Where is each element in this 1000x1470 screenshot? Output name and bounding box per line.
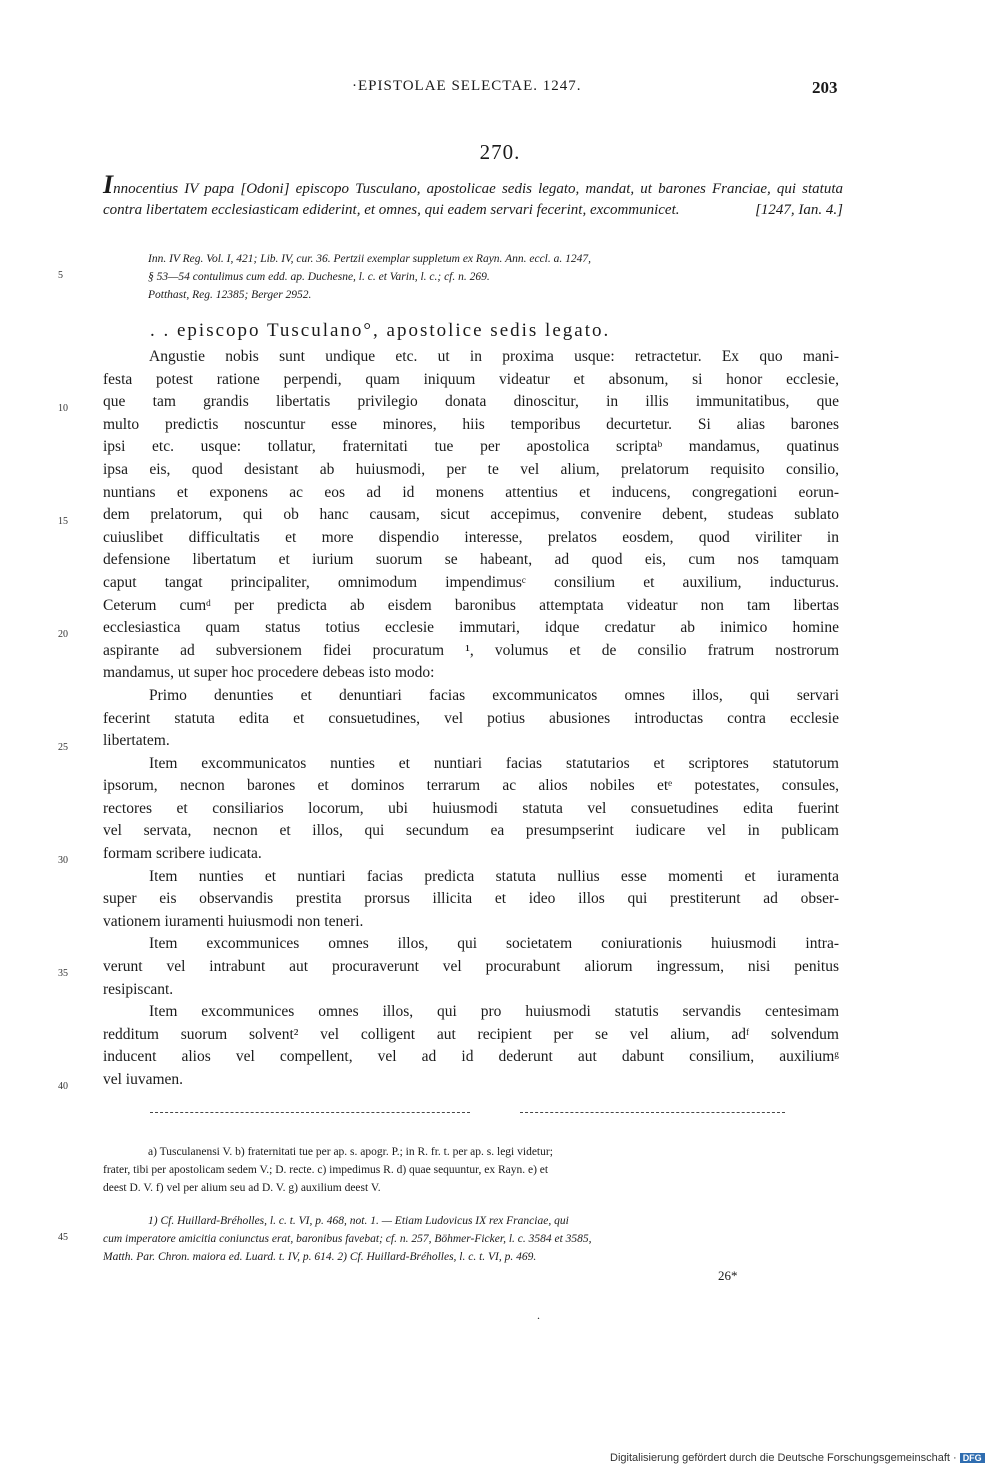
body-line: caput tangat principaliter, omnimodum impendimusᶜ consilium et auxilium, inducturus. bbox=[103, 573, 839, 591]
body-line: festa potest ratione perpendi, quam iniquum videatur et absonum, si honor ecclesie, bbox=[103, 370, 839, 388]
body-line: verunt vel intrabunt aut procuraverunt vel procurabunt aliorum ingressum, nisi penitus bbox=[103, 958, 839, 976]
body-line: resipiscant. bbox=[103, 980, 174, 998]
body-line: mandamus, ut super hoc procedere debeas isto modo: bbox=[103, 664, 435, 682]
body-line: ipsi etc. usque: tollatur, fraternitati tue per apostolica scriptaᵇ mandamus, quatinus bbox=[103, 438, 839, 456]
body-line: Angustie nobis sunt undique etc. ut in proxima usque: retractetur. Ex quo mani- bbox=[149, 348, 839, 365]
body-line: fecerint statuta edita et consuetudines, vel potius abusiones introductas contra ecclesie bbox=[103, 709, 839, 727]
body-line: ecclesiastica quam status totius ecclesie immutari, idque credatur ab inimico homine bbox=[103, 619, 839, 637]
footnote-line: cum imperatore amicitia coniunctus erat, baronibus favebat; cf. n. 257, Böhmer-Ficker, l. c. 3584 et 3585, bbox=[103, 1233, 592, 1245]
stray-dot: . bbox=[537, 1308, 540, 1322]
body-line: ipsorum, necnon barones et dominos terrarum ac alios nobiles etᵉ potestates, consules, bbox=[103, 777, 839, 795]
source-line: Inn. IV Reg. Vol. I, 421; Lib. IV, cur. 36. Pertzii exemplar suppletum ex Rayn. Ann. eccl. a. 1247, bbox=[148, 253, 591, 265]
source-references bbox=[148, 250, 843, 304]
margin-line-number: 45 bbox=[58, 1232, 68, 1243]
body-line: defensione libertatum et iurium suorum se habeant, ad quod eis, cum nos tamquam bbox=[103, 551, 839, 569]
dfg-logo-icon: DFG bbox=[960, 1453, 985, 1463]
funding-footer bbox=[610, 1452, 985, 1464]
body-line: libertatem. bbox=[103, 732, 170, 750]
body-line: cuiuslibet difficultatis et more dispendio interesse, prelatos eosdem, quod viriliter in bbox=[103, 528, 839, 546]
body-line: nuntians et exponens ac eos ad id monens attentius et inducens, congregationi eorun- bbox=[103, 483, 839, 501]
letter-body bbox=[103, 346, 839, 1092]
footnote-line: 1) Cf. Huillard-Bréholles, l. c. t. VI, p. 468, not. 1. — Etiam Ludovicus IX rex Franciae, qui bbox=[148, 1215, 569, 1227]
footnote-line: a) Tusculanensi V. b) fraternitati tue per ap. s. apogr. P.; in R. fr. t. per ap. s. legi videtur; bbox=[148, 1146, 553, 1158]
margin-line-number: 40 bbox=[58, 1081, 68, 1092]
body-line: inducent alios vel compellent, vel ad id dederunt aut dabunt consilium, auxiliumᵍ bbox=[103, 1048, 839, 1066]
regest-initial: I bbox=[103, 170, 114, 199]
body-line: Item nunties et nuntiari facias predicta statuta nullius esse momenti et iuramenta bbox=[149, 867, 839, 885]
body-line: redditum suorum solvent² vel colligent aut recipient per se vel alium, adᶠ solvendum bbox=[103, 1025, 839, 1043]
body-line: formam scribere iudicata. bbox=[103, 845, 262, 863]
body-line: vationem iuramenti huiusmodi non teneri. bbox=[103, 912, 364, 930]
body-line: Primo denunties et denuntiari facias excommunicatos omnes illos, qui servari bbox=[149, 686, 839, 704]
margin-line-number: 25 bbox=[58, 742, 68, 753]
regest-summary bbox=[103, 170, 843, 221]
textual-footnotes bbox=[103, 1143, 843, 1197]
margin-line-number: 10 bbox=[58, 403, 68, 414]
source-line: § 53—54 contulimus cum edd. ap. Duchesne, l. c. et Varin, l. c.; cf. n. 269. bbox=[148, 271, 490, 283]
body-line: Item excommunices omnes illos, qui societatem coniurationis huiusmodi intra- bbox=[149, 935, 839, 953]
regest-date: [1247, Ian. 4.] bbox=[755, 202, 843, 218]
margin-line-number: 15 bbox=[58, 516, 68, 527]
document-number: 270. bbox=[479, 140, 521, 164]
body-line: dem prelatorum, qui ob hanc causam, sicut accepimus, convenire debent, studeas sublato bbox=[103, 506, 839, 524]
body-line: vel iuvamen. bbox=[103, 1071, 184, 1088]
body-line: que tam grandis libertatis privilegio donata dinoscitur, in illis immunitatibus, que bbox=[103, 393, 839, 411]
page-number: 203 bbox=[812, 78, 838, 97]
margin-line-number: 20 bbox=[58, 629, 68, 640]
body-line: ipsa eis, quod desistant ab huiusmodi, per te vel alium, prelatorum requisito consilio, bbox=[103, 460, 839, 478]
margin-line-number: 35 bbox=[58, 968, 68, 979]
body-line: rectores et consiliarios locorum, ubi huiusmodi statuta vel consuetudines edita fuerint bbox=[103, 799, 839, 817]
salutation-heading: . . episcopo Tusculano°, apostolice sedis legato. bbox=[150, 320, 611, 341]
body-line: Item excommunices omnes illos, qui pro huiusmodi statutis servandis centesimam bbox=[149, 1003, 839, 1021]
body-line: Item excommunicatos nunties et nuntiari facias statutarios et scriptores statutorum bbox=[149, 754, 839, 772]
footnote-divider bbox=[520, 1112, 785, 1113]
margin-line-number: 5 bbox=[58, 270, 63, 281]
footer-text: Digitalisierung gefördert durch die Deutsche Forschungsgemeinschaft · bbox=[610, 1452, 957, 1464]
body-line: multo predictis noscuntur esse minores, hiis temporibus decurtetur. Si alias barones bbox=[103, 415, 839, 433]
regest-text: nnocentius IV papa [Odoni] episcopo Tusculano, apostolicae sedis legato, mandat, ut barones Franciae, qui statuta contra libertatem ecclesiasticam ediderint, et omnes, qui eadem servari fecerint, excommunicet. bbox=[103, 181, 843, 218]
footnote-line: deest D. V. f) vel per alium seu ad D. V. g) auxilium deest V. bbox=[103, 1182, 381, 1194]
historical-footnotes bbox=[103, 1212, 843, 1266]
source-line: Potthast, Reg. 12385; Berger 2952. bbox=[148, 289, 312, 301]
body-line: vel servata, necnon et illos, qui secundum ea presumpserint iudicare vel in publicam bbox=[103, 822, 839, 840]
footnote-line: Matth. Par. Chron. maiora ed. Luard. t. IV, p. 614. 2) Cf. Huillard-Bréholles, l. c. t. VI, p. 469. bbox=[103, 1251, 537, 1263]
margin-line-number: 30 bbox=[58, 855, 68, 866]
footnote-divider bbox=[150, 1112, 470, 1113]
running-header-title: ·EPISTOLAE SELECTAE. 1247. bbox=[352, 78, 582, 94]
body-line: Ceterum cumᵈ per predicta ab eisdem baronibus attemptata videatur non tam libertas bbox=[103, 596, 839, 614]
footnote-line: frater, tibi per apostolicam sedem V.; D. recte. c) impedimus R. d) quae sequuntur, ex Rayn. e) et bbox=[103, 1164, 549, 1176]
body-line: super eis observandis prestita prorsus illicita et ideo illos qui prestiterunt ad obser- bbox=[103, 890, 839, 908]
body-line: aspirante ad subversionem fidei procuratum ¹, volumus et de consilio fratrum nostrorum bbox=[103, 641, 839, 659]
signature-mark: 26* bbox=[718, 1268, 738, 1283]
